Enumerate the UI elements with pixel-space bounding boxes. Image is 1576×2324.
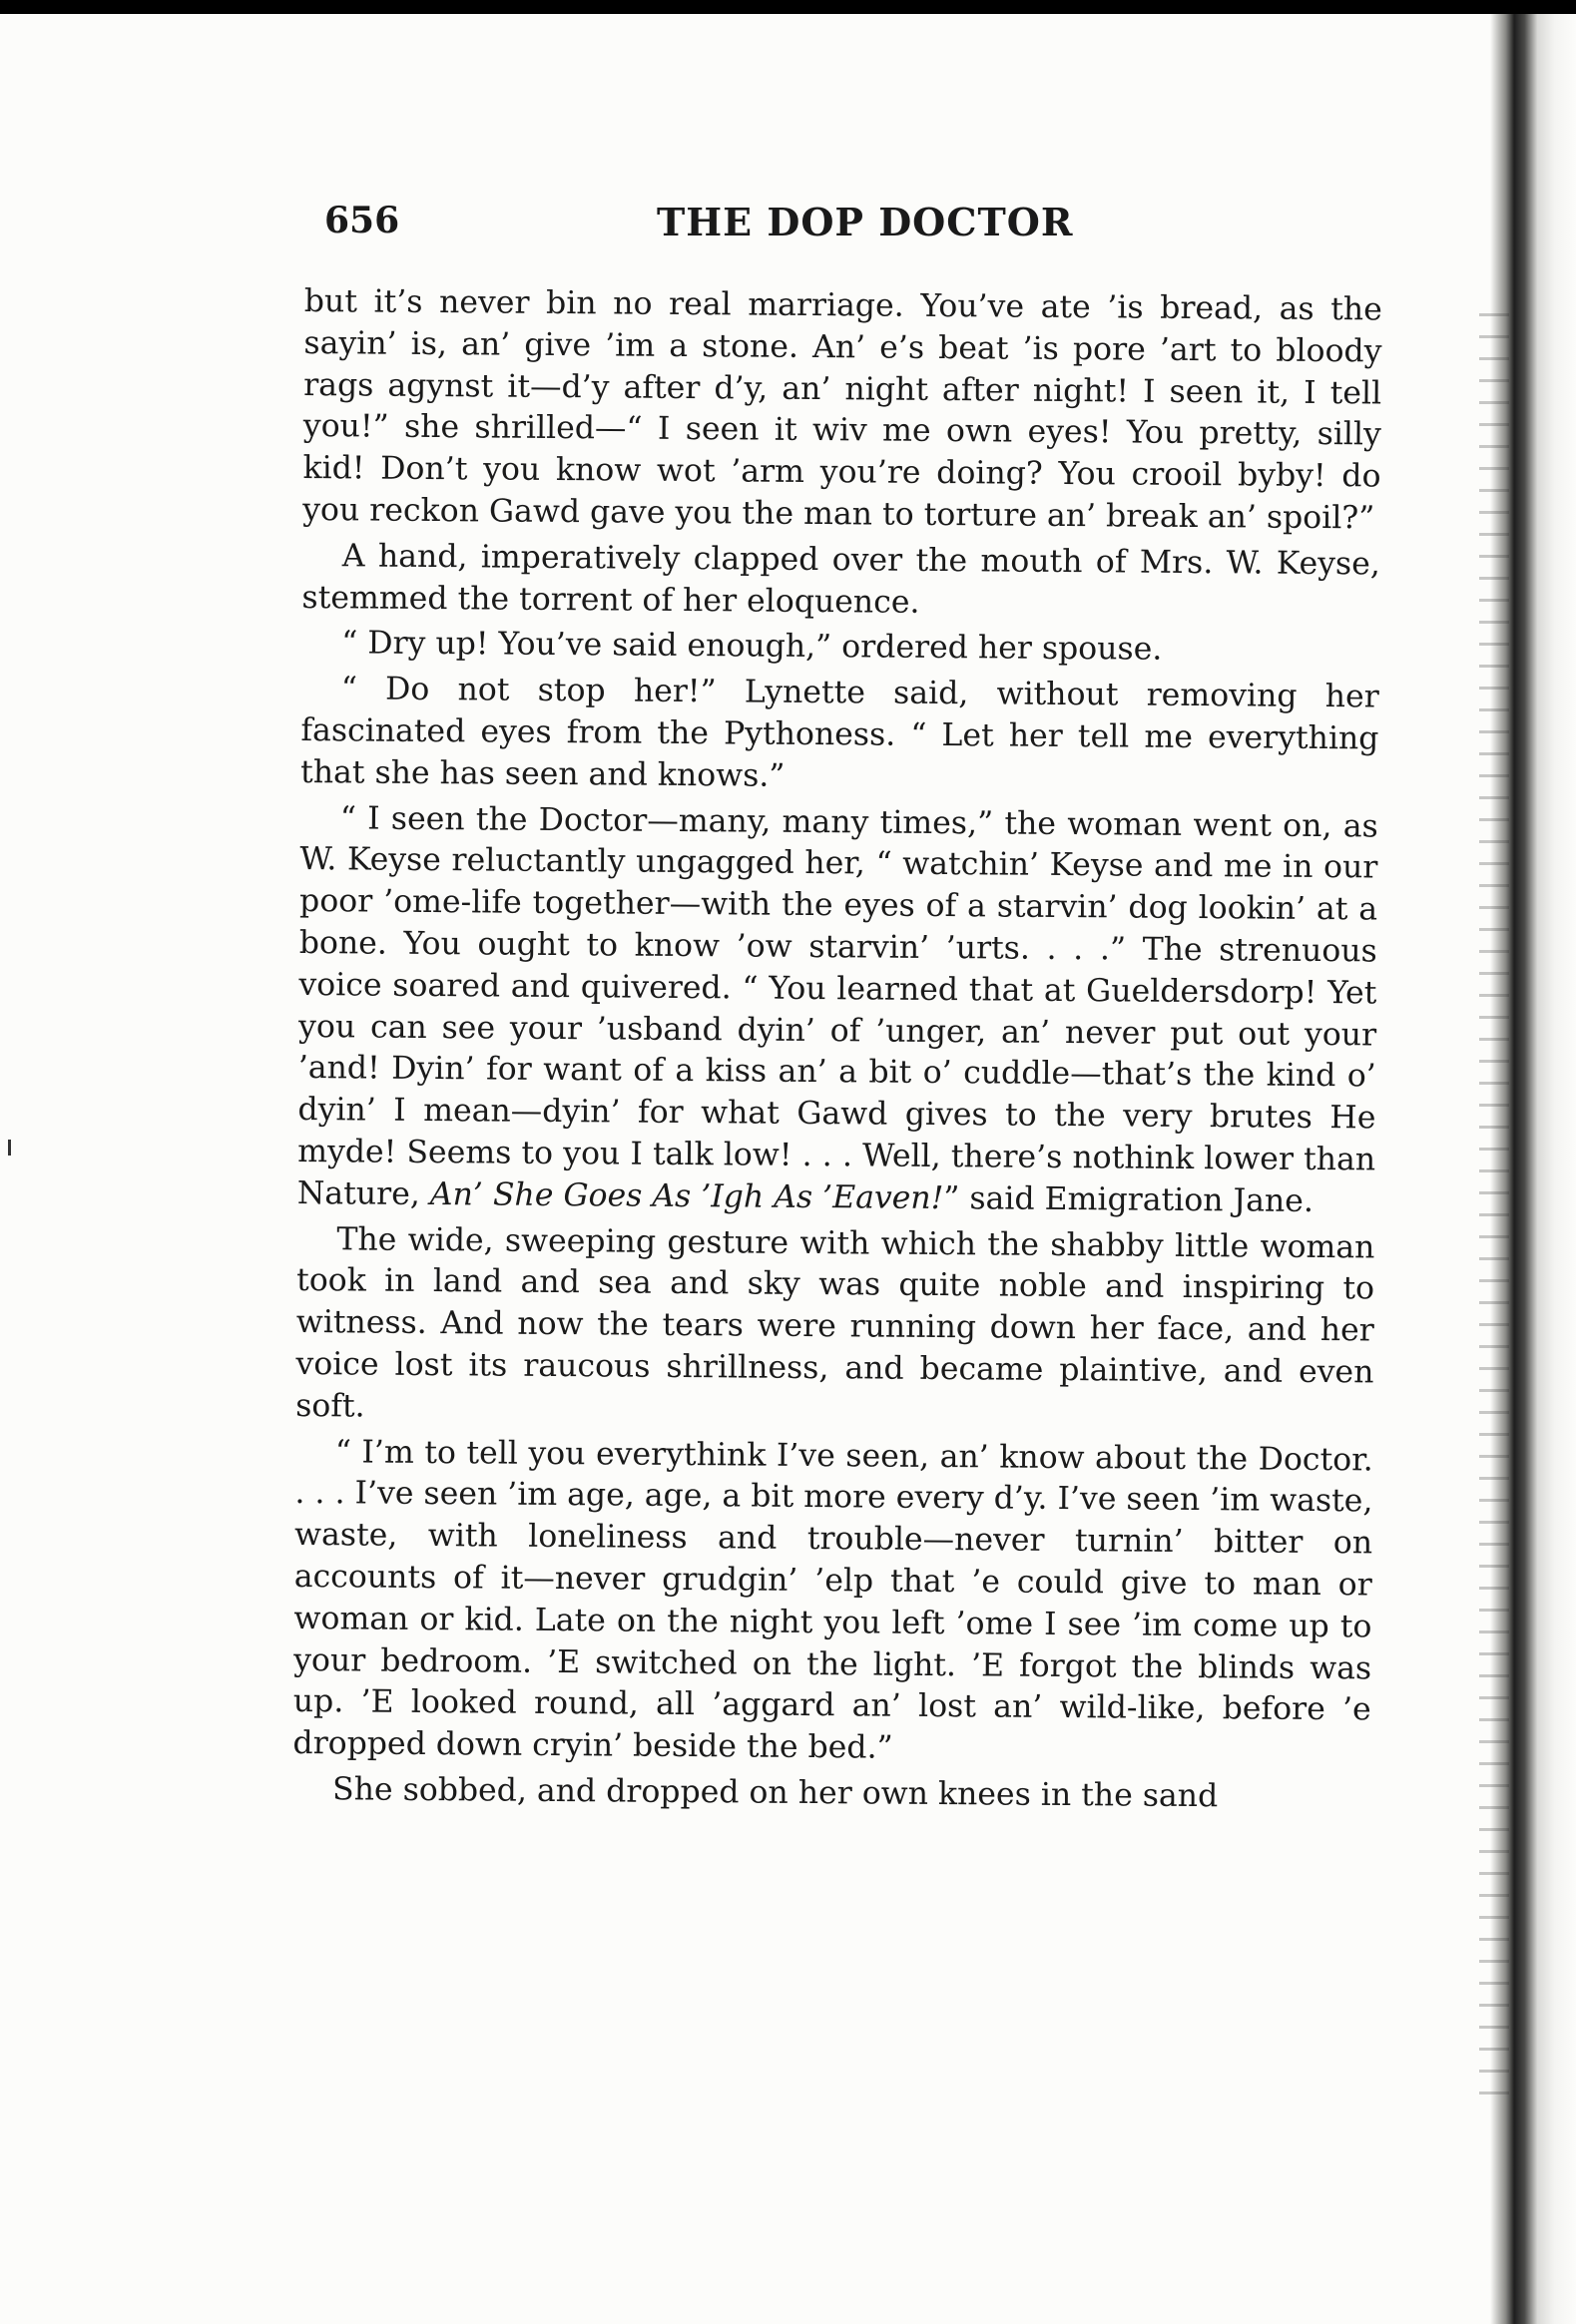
margin-mark	[8, 1140, 11, 1156]
paragraph-text: “ Dry up! You’ve said enough,” ordered her spouse.	[341, 625, 1163, 669]
book-page	[0, 14, 1576, 2324]
paragraph	[302, 281, 1382, 540]
paragraph-text: The wide, sweeping gesture with which the shabby little woman took in land and sea and sky was quite noble and inspiring to witness. And now the tears were running down her face, and her voice lost its raucous shrillness, and became plaintive, and even soft.	[295, 1220, 1375, 1425]
paragraph-text: “ I’m to tell you everythink I’ve seen, an’ know about the Doctor. . . . I’ve seen ’im age, age, a bit more every d’y. I’ve seen ’im waste, waste, with loneliness and trouble—never turnin’ bitter on accounts of it—never grudgin’ ’elp that ’e could give to man or woman or kid. Late on the night you left ’ome I see ’im come up to your bedroom. ’E switched on the light. ’E forgot the blinds was up. ’E looked round, all ’aggard an’ lost an’ wild-like, before ’e dropped down cryin’ beside the bed.”	[292, 1433, 1373, 1766]
paragraph	[300, 669, 1379, 802]
paragraph-text: “ Do not stop her!” Lynette said, without removing her fascinated eyes from the Pythoness. “ Let her tell me everything that she has seen and knows.”	[299, 671, 1379, 794]
paragraph	[301, 536, 1380, 628]
body-text	[292, 281, 1382, 1819]
paragraph-text: A hand, imperatively clapped over the mouth of Mrs. W. Keyse, stemmed the torrent of her eloquence.	[301, 538, 1380, 621]
paragraph-text: ” said Emigration Jane.	[943, 1179, 1314, 1219]
page-number: 656	[324, 200, 400, 241]
paragraph-text: “ I seen the Doctor—many, many times,” the woman went on, as W. Keyse reluctantly ungagged her, “ watchin’ Keyse and me in our poor ’ome-life together—with the eyes of a starvin’ dog lookin’ at a bone. You ought to know ’ow starvin’ ’urts. . . .” The strenuous voice soared and quivered. “ You learned that at Gueldersdorp! Yet you can see your ’usband dyin’ of ’unger, an’ never put out your ’and! Dyin’ for want of a kiss an’ a bit o’ cuddle—that’s the kind o’ dyin’ I mean—dyin’ for what Gawd gives to the very brutes He myde! Seems to you I talk low! . . . Well, there’s nothink lower than Nature,	[296, 799, 1378, 1212]
paragraph	[292, 1769, 1370, 1819]
paragraph-text: She sobbed, and dropped on her own knees in the sand	[331, 1771, 1219, 1815]
running-head: THE DOP DOCTOR	[657, 200, 1074, 244]
page-edge-texture	[1479, 313, 1509, 2109]
paragraph	[292, 1431, 1373, 1773]
paragraph	[297, 798, 1378, 1223]
italic-phrase: An’ She Goes As ’Igh As ’Eaven!	[429, 1175, 944, 1216]
paragraph	[295, 1219, 1375, 1436]
paragraph-text: but it’s never bin no real marriage. You’ve ate ’is bread, as the sayin’ is, an’ give ’im a stone. An’ e’s beat ’is pore ’art to bloody rags agynst it—d’y after d’y, an’ night after night! I seen it, I tell you!” she shrilled—“ I seen it wiv me own eyes! You pretty, silly kid! Don’t you know wot ’arm you’re doing? You crooil byby! do you reckon Gawd gave you the man to torture an’ break an’ spoil?”	[302, 282, 1382, 537]
page-header	[324, 200, 1372, 259]
paragraph	[301, 623, 1379, 673]
